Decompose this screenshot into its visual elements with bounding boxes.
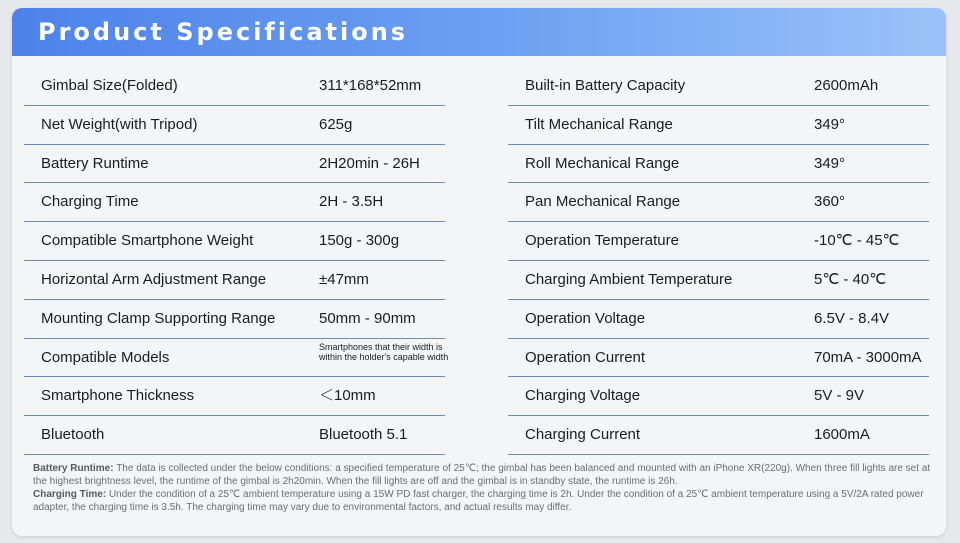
spec-value: 2600mAh — [814, 77, 879, 94]
footnotes — [33, 462, 933, 514]
spec-label: Battery Runtime — [41, 154, 149, 172]
page-title: Product Specifications — [38, 18, 409, 46]
spec-value: 50mm - 90mm — [319, 309, 416, 327]
right-spec-table — [508, 67, 929, 455]
spec-row — [508, 106, 929, 145]
spec-value: 2H20min - 26H — [319, 154, 420, 172]
spec-label: Tilt Mechanical Range — [525, 115, 673, 133]
spec-row — [508, 67, 929, 106]
spec-value: 5V - 9V — [814, 387, 865, 405]
spec-row — [508, 377, 929, 416]
spec-label: Roll Mechanical Range — [525, 154, 680, 172]
spec-label: Operation Current — [525, 348, 646, 366]
spec-row — [24, 339, 449, 378]
spec-value: -10℃ - 45℃ — [814, 232, 900, 250]
left-spec-table — [24, 67, 449, 455]
spec-value: 625g — [319, 115, 353, 133]
spec-label: Compatible Models — [41, 348, 170, 366]
charging-note-label: Charging Time: — [33, 489, 107, 500]
spec-label: Charging Time — [41, 193, 139, 211]
spec-row — [24, 106, 445, 145]
spec-label: Mounting Clamp Supporting Range — [41, 309, 276, 327]
spec-value: ±47mm — [319, 270, 369, 288]
spec-label: Bluetooth — [41, 426, 105, 444]
spec-row — [24, 300, 445, 339]
spec-card — [12, 8, 946, 536]
spec-value: ＜10mm — [319, 387, 376, 405]
spec-row — [508, 183, 929, 222]
spec-row — [508, 300, 929, 339]
spec-label: Charging Current — [525, 426, 641, 444]
spec-value: 360° — [814, 193, 846, 211]
spec-value: 70mA - 3000mA — [814, 348, 922, 366]
spec-value: 6.5V - 8.4V — [814, 309, 890, 327]
runtime-note — [33, 462, 933, 488]
spec-value: 349° — [814, 115, 846, 133]
spec-label: Horizontal Arm Adjustment Range — [41, 270, 267, 288]
spec-value: 349° — [814, 154, 846, 172]
spec-row — [24, 67, 445, 106]
spec-label: Built-in Battery Capacity — [525, 77, 686, 94]
header-banner — [12, 8, 946, 56]
spec-value: 2H - 3.5H — [319, 193, 384, 211]
spec-row — [24, 261, 445, 300]
spec-label: Compatible Smartphone Weight — [41, 232, 254, 250]
spec-value: 150g - 300g — [319, 232, 400, 250]
spec-value: Smartphones that their width is within the holder's capable width — [319, 341, 449, 362]
charging-note-text: Under the condition of a 25℃ ambient temperature using a 15W PD fast charger, the charging time is 2h. Under the condition of a 25℃ ambient temperature using a 5V/2A rated power adapter, the charging time is 3.5h. The charging time may vary due to environmental factors, and actual results may differ. — [33, 489, 924, 513]
spec-label: Smartphone Thickness — [41, 387, 195, 405]
spec-row — [508, 222, 929, 261]
spec-label: Pan Mechanical Range — [525, 193, 681, 211]
runtime-note-label: Battery Runtime: — [33, 463, 114, 474]
spec-label: Charging Voltage — [525, 387, 641, 405]
charging-note — [33, 488, 933, 514]
spec-row — [24, 377, 445, 416]
runtime-note-text: The data is collected under the below conditions: a specified temperature of 25℃; the gimbal has been balanced and mounted with an iPhone XR(220g). When three fill lights are set at the highest brightness level, the runtime of the gimbal is 2h20min. When the fill lights are off and the gimbal is in standby state, the runtime is 26h. — [33, 463, 931, 487]
spec-label: Operation Voltage — [525, 309, 646, 327]
spec-label: Operation Temperature — [525, 232, 679, 250]
spec-row — [24, 145, 445, 184]
spec-row — [24, 416, 445, 455]
spec-label: Charging Ambient Temperature — [525, 270, 733, 288]
spec-label: Net Weight(with Tripod) — [41, 115, 198, 133]
spec-row — [24, 222, 445, 261]
spec-value: 1600mA — [814, 426, 870, 444]
spec-value: Bluetooth 5.1 — [319, 426, 408, 444]
spec-row — [508, 416, 929, 455]
spec-row — [508, 339, 929, 378]
spec-row — [24, 183, 445, 222]
spec-row — [508, 145, 929, 184]
spec-value: 5℃ - 40℃ — [814, 270, 887, 288]
spec-value: 311*168*52mm — [319, 77, 422, 94]
spec-label: Gimbal Size(Folded) — [41, 77, 178, 94]
spec-row — [508, 261, 929, 300]
